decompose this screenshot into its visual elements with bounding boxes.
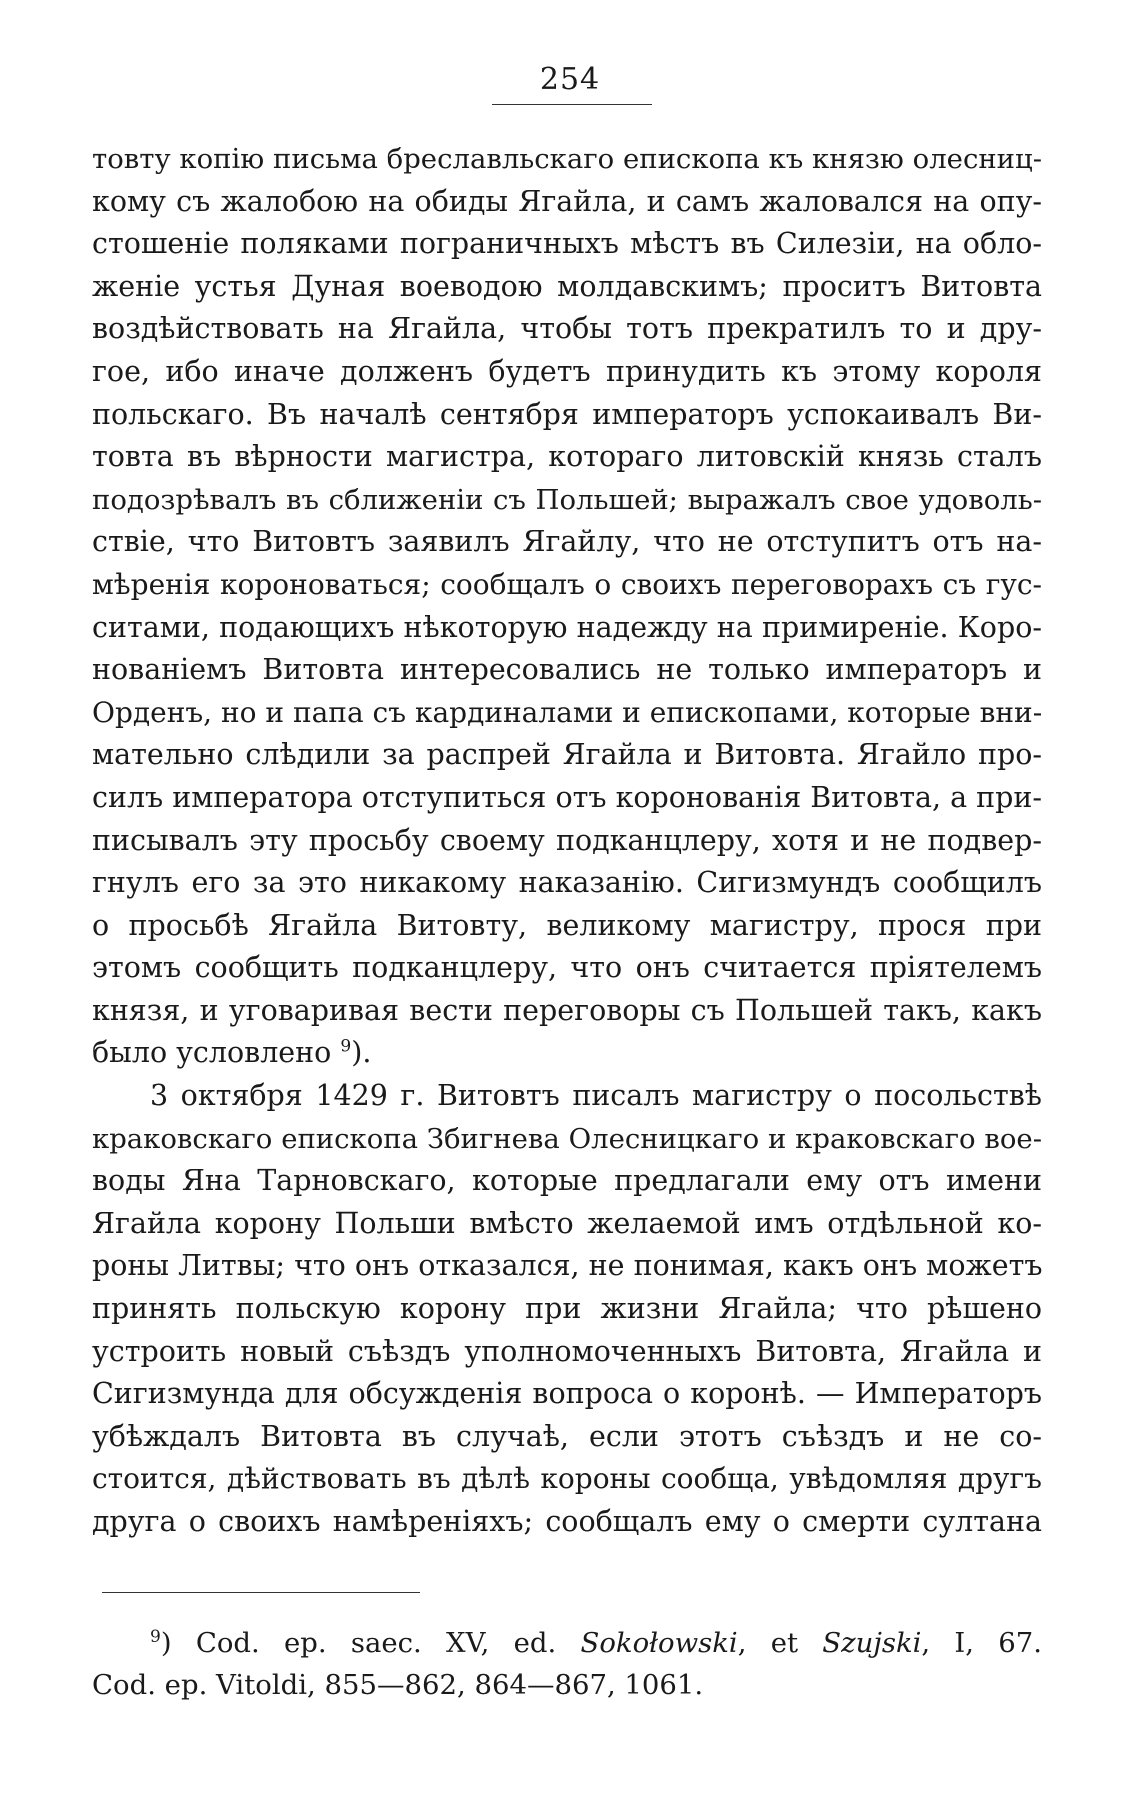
text-line-last <box>92 1032 1042 1075</box>
footnote-marker: 9 <box>150 1626 161 1647</box>
footnote-author: Sokołowski <box>580 1627 738 1659</box>
text-line: принять польскую корону при жизни Ягайла; что рѣшено <box>92 1292 1042 1326</box>
text-line: польскаго. Въ началѣ сентября императоръ успокаивалъ Ви- <box>92 397 1042 431</box>
paragraph-1 <box>92 138 1042 1075</box>
text-line: женіе устья Дуная воеводою молдавскимъ; проситъ Витовта <box>92 269 1042 303</box>
text-line: Орденъ, но и папа съ кардиналами и епископами, которые вни- <box>92 695 1042 729</box>
text-line: друга о своихъ намѣреніяхъ; сообщалъ ему о смерти султана <box>92 1505 1042 1538</box>
text-line: этомъ сообщить подканцлеру, что онъ считается пріятелемъ <box>92 951 1042 985</box>
text-line: товта въ вѣрности магистра, котораго литовскій князь сталъ <box>92 440 1042 474</box>
text-line: кому съ жалобою на обиды Ягайла, и самъ жаловался на опу- <box>92 184 1042 218</box>
footnote-reference[interactable]: 9 <box>340 1036 352 1057</box>
text-line: воды Яна Тарновскаго, которые предлагали ему отъ имени <box>92 1164 1042 1198</box>
text-line: гое, ибо иначе долженъ будетъ принудить къ этому короля <box>92 354 1042 388</box>
text-line: ситами, подающихъ нѣкоторую надежду на примиреніе. Коро- <box>92 610 1042 644</box>
body-text <box>92 138 1042 1544</box>
text-fragment: было условлено <box>92 1036 332 1070</box>
text-line: гнулъ его за это никакому наказанію. Сигизмундъ сообщилъ <box>92 866 1042 900</box>
text-fragment: ). <box>351 1036 372 1070</box>
text-line: воздѣйствовать на Ягайла, чтобы тотъ прекратилъ то и дру- <box>92 312 1042 346</box>
text-line: краковскаго епископа Збигнева Олесницкаго и краковскаго вое- <box>92 1122 1042 1155</box>
text-line: мѣренія короноваться; сообщалъ о своихъ переговорахъ съ гус- <box>92 567 1042 601</box>
text-line: Сигизмунда для обсужденія вопроса о коронѣ. — Императоръ <box>92 1377 1042 1411</box>
text-line: стоится, дѣйствовать въ дѣлѣ короны сообща, увѣдомляя другъ <box>92 1462 1042 1496</box>
text-line: устроить новый съѣздъ уполномоченныхъ Витовта, Ягайла и <box>92 1334 1042 1368</box>
text-line: Ягайла корону Польши вмѣсто желаемой имъ отдѣльной ко- <box>92 1206 1042 1240</box>
footnote <box>92 1622 1042 1706</box>
text-line: силъ императора отступиться отъ коронованія Витовта, а при- <box>92 780 1042 814</box>
text-line: 3 октября 1429 г. Витовтъ писалъ магистру о посольствѣ <box>150 1079 1042 1113</box>
text-line: о просьбѣ Ягайла Витовту, великому магистру, прося при <box>92 908 1042 942</box>
text-line: роны Литвы; что онъ отказался, не понимая, какъ онъ можетъ <box>92 1249 1042 1283</box>
footnote-line-2: Cod. ep. Vitoldi, 855—862, 864—867, 1061. <box>92 1669 704 1701</box>
footnote-line-1 <box>92 1622 1042 1664</box>
footnote-text: , et <box>737 1627 799 1659</box>
text-line: князя, и уговаривая вести переговоры съ Польшей такъ, какъ <box>92 993 1042 1027</box>
text-line: товту копію письма бреславльскаго епископа къ князю олесниц- <box>92 143 1042 175</box>
text-line: писывалъ эту просьбу своему подканцлеру, хотя и не подвер- <box>92 823 1042 857</box>
page-number-rule <box>492 104 652 105</box>
footnote-text: , I, 67. <box>921 1627 1042 1659</box>
text-line: мательно слѣдили за распрей Ягайла и Витовта. Ягайло про- <box>92 738 1042 772</box>
text-line: нованіемъ Витовта интересовались не только императоръ и <box>92 653 1042 687</box>
text-line: ствіе, что Витовтъ заявилъ Ягайлу, что не отступитъ отъ на- <box>92 525 1042 559</box>
page-number: 254 <box>539 62 601 97</box>
footnote-text: Cod. ep. saec. XV, ed. <box>195 1627 557 1659</box>
footnote-author: Szujski <box>822 1627 922 1659</box>
text-line: убѣждалъ Витовта въ случаѣ, если этотъ съѣздъ и не со- <box>92 1419 1042 1453</box>
text-line: подозрѣвалъ въ сближеніи съ Польшей; выражалъ свое удоволь- <box>92 483 1042 516</box>
footnote-rule <box>102 1592 420 1593</box>
footnote-marker-close: ) <box>160 1627 172 1659</box>
paragraph-2 <box>92 1075 1042 1544</box>
text-line: стошеніе поляками пограничныхъ мѣстъ въ Силезіи, на обло- <box>92 227 1042 261</box>
